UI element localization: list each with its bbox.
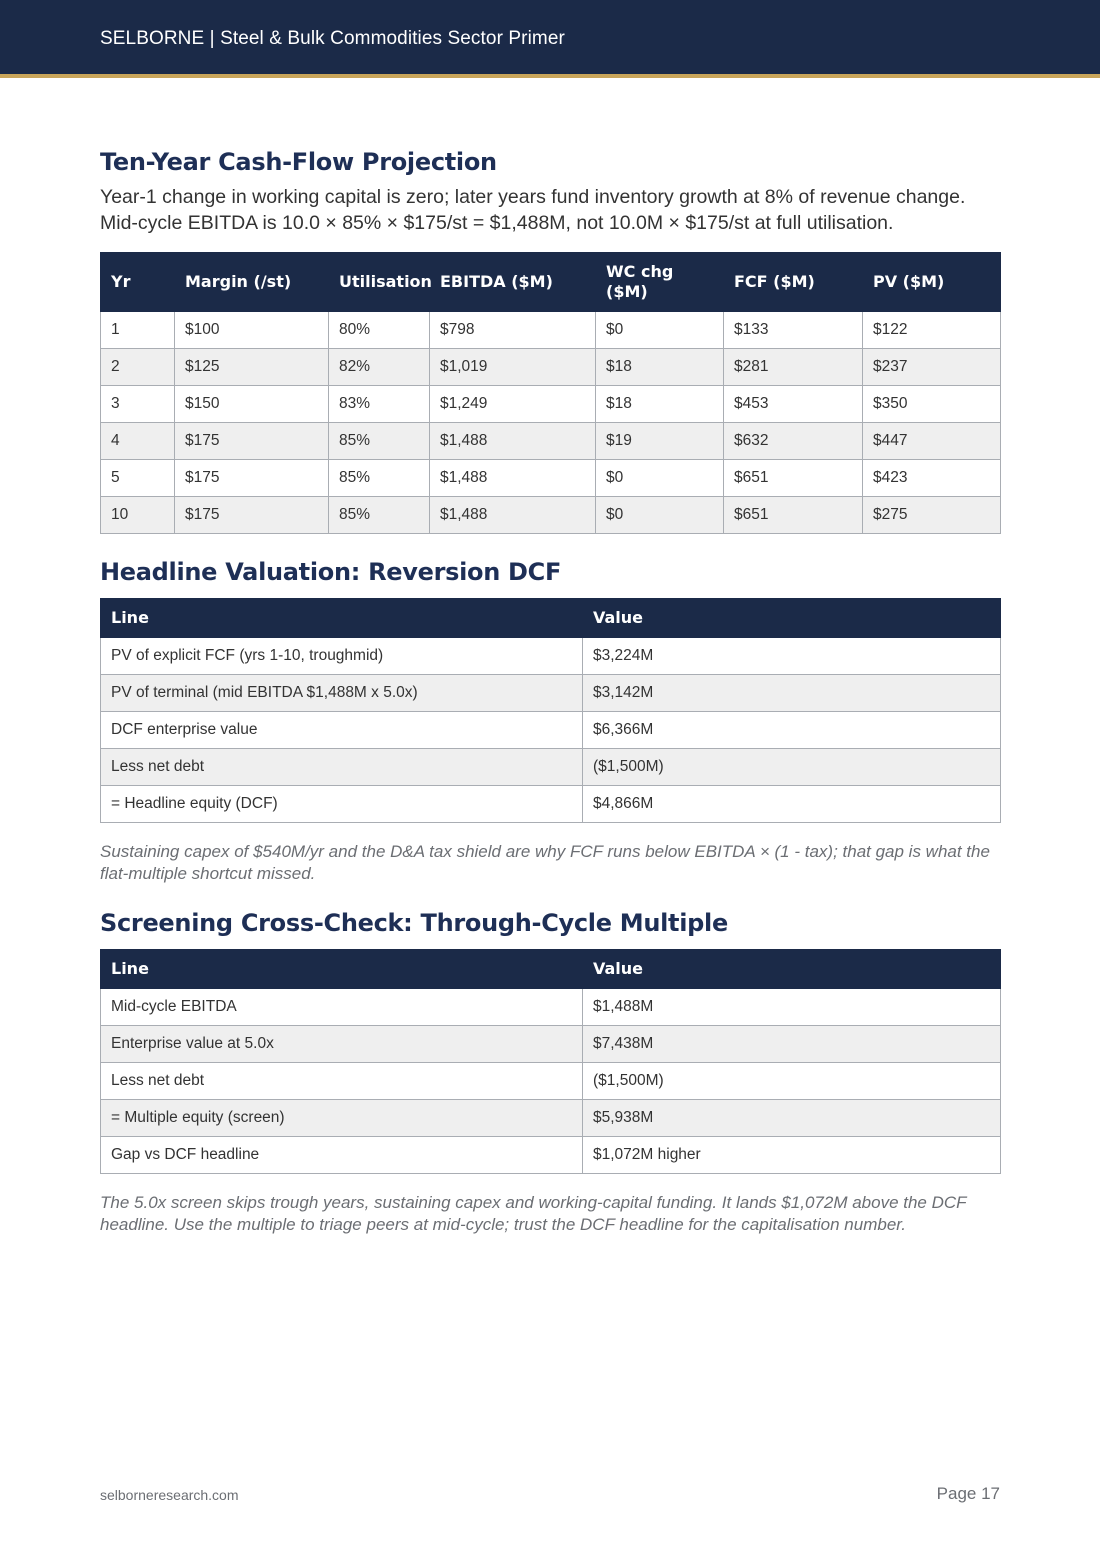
table-cell: $447 (863, 423, 1001, 460)
table-cell: $122 (863, 312, 1001, 349)
headline-heading: Headline Valuation: Reversion DCF (100, 558, 562, 586)
col-header: WC chg ($M) (596, 253, 724, 312)
table-cell: $175 (175, 423, 329, 460)
table-cell: $350 (863, 386, 1001, 423)
table-cell: 4 (101, 423, 175, 460)
table-row (101, 1100, 1001, 1137)
headline-table (100, 598, 1001, 823)
table-cell: $18 (596, 386, 724, 423)
table-cell: 3 (101, 386, 175, 423)
table-cell: Less net debt (101, 1063, 583, 1100)
table-cell: $125 (175, 349, 329, 386)
table-cell: $6,366M (583, 712, 1001, 749)
table-cell: $281 (724, 349, 863, 386)
col-header: Margin (/st) (175, 253, 329, 312)
table-cell: $5,938M (583, 1100, 1001, 1137)
table-row (101, 386, 1001, 423)
table-cell: $1,488 (430, 497, 596, 534)
table-cell: $1,488M (583, 989, 1001, 1026)
table-cell: $175 (175, 497, 329, 534)
table-cell: $1,249 (430, 386, 596, 423)
table-cell: Enterprise value at 5.0x (101, 1026, 583, 1063)
table-row (101, 460, 1001, 497)
table-cell: $798 (430, 312, 596, 349)
table-cell: ($1,500M) (583, 1063, 1001, 1100)
table-cell: $19 (596, 423, 724, 460)
headline-section (100, 558, 1000, 885)
table-cell: 80% (329, 312, 430, 349)
table-cell: 85% (329, 460, 430, 497)
table-cell: $133 (724, 312, 863, 349)
table-cell: 5 (101, 460, 175, 497)
screening-section (100, 909, 1000, 1236)
table-row (101, 1137, 1001, 1174)
footer-site: selborneresearch.com (100, 1487, 239, 1503)
table-cell: $3,142M (583, 675, 1001, 712)
table-cell: Mid-cycle EBITDA (101, 989, 583, 1026)
page-number: Page 17 (936, 1484, 1000, 1503)
projection-section (100, 148, 1000, 534)
table-row (101, 1063, 1001, 1100)
table-row (101, 638, 1001, 675)
table-row (101, 675, 1001, 712)
table-cell: $651 (724, 497, 863, 534)
page-content (100, 148, 1000, 1260)
screening-header-row (101, 950, 1001, 989)
table-cell: Less net debt (101, 749, 583, 786)
projection-intro: Year-1 change in working capital is zero; later years fund inventory growth at 8% of revenue change. Mid-cycle EBITDA is 10.0 × 85% × $175/st = $1,488M, not 10.0M × $175/st at full utilisation. (100, 186, 966, 234)
col-header: EBITDA ($M) (430, 253, 596, 312)
table-cell: $150 (175, 386, 329, 423)
table-cell: $651 (724, 460, 863, 497)
table-cell: $0 (596, 460, 724, 497)
table-cell: 85% (329, 423, 430, 460)
table-cell: $3,224M (583, 638, 1001, 675)
projection-heading: Ten-Year Cash-Flow Projection (100, 148, 497, 176)
table-row (101, 712, 1001, 749)
headline-header-row (101, 599, 1001, 638)
table-cell: = Multiple equity (screen) (101, 1100, 583, 1137)
table-cell: $1,072M higher (583, 1137, 1001, 1174)
table-cell: 83% (329, 386, 430, 423)
table-cell: $275 (863, 497, 1001, 534)
table-cell: 85% (329, 497, 430, 534)
table-row (101, 786, 1001, 823)
col-header: Utilisation (329, 253, 430, 312)
header-title: SELBORNE | Steel & Bulk Commodities Sector Primer (100, 28, 565, 49)
table-cell: PV of terminal (mid EBITDA $1,488M x 5.0x) (101, 675, 583, 712)
table-cell: $7,438M (583, 1026, 1001, 1063)
table-cell: 2 (101, 349, 175, 386)
table-cell: DCF enterprise value (101, 712, 583, 749)
table-cell: 10 (101, 497, 175, 534)
col-header: Yr (101, 253, 175, 312)
table-row (101, 749, 1001, 786)
col-header: FCF ($M) (724, 253, 863, 312)
col-header: Value (583, 950, 1001, 989)
table-cell: $423 (863, 460, 1001, 497)
headline-note: Sustaining capex of $540M/yr and the D&A tax shield are why FCF runs below EBITDA × (1 - tax); that gap is what the flat-multiple shortcut missed. (100, 842, 990, 883)
col-header: Line (101, 950, 583, 989)
screening-heading: Screening Cross-Check: Through-Cycle Multiple (100, 909, 728, 937)
table-cell: $100 (175, 312, 329, 349)
table-cell: $0 (596, 497, 724, 534)
table-cell: $632 (724, 423, 863, 460)
table-cell: $175 (175, 460, 329, 497)
table-cell: $453 (724, 386, 863, 423)
table-cell: 82% (329, 349, 430, 386)
screening-note: The 5.0x screen skips trough years, sustaining capex and working-capital funding. It lands $1,072M above the DCF headline. Use the multiple to triage peers at mid-cycle; trust the DCF headline for the capitalisation number. (100, 1193, 967, 1234)
table-cell: $4,866M (583, 786, 1001, 823)
screening-table (100, 949, 1001, 1174)
table-cell: $1,488 (430, 423, 596, 460)
table-row (101, 989, 1001, 1026)
table-cell: 1 (101, 312, 175, 349)
col-header: Line (101, 599, 583, 638)
projection-header-row (101, 253, 1001, 312)
table-cell: Gap vs DCF headline (101, 1137, 583, 1174)
table-row (101, 1026, 1001, 1063)
page-header (0, 0, 1100, 78)
table-cell: PV of explicit FCF (yrs 1-10, troughmid) (101, 638, 583, 675)
table-cell: $237 (863, 349, 1001, 386)
table-row (101, 312, 1001, 349)
table-row (101, 423, 1001, 460)
table-cell: ($1,500M) (583, 749, 1001, 786)
table-cell: $1,019 (430, 349, 596, 386)
table-row (101, 497, 1001, 534)
table-cell: $1,488 (430, 460, 596, 497)
col-header: Value (583, 599, 1001, 638)
projection-table (100, 252, 1001, 534)
table-cell: = Headline equity (DCF) (101, 786, 583, 823)
col-header: PV ($M) (863, 253, 1001, 312)
table-cell: $0 (596, 312, 724, 349)
table-row (101, 349, 1001, 386)
table-cell: $18 (596, 349, 724, 386)
